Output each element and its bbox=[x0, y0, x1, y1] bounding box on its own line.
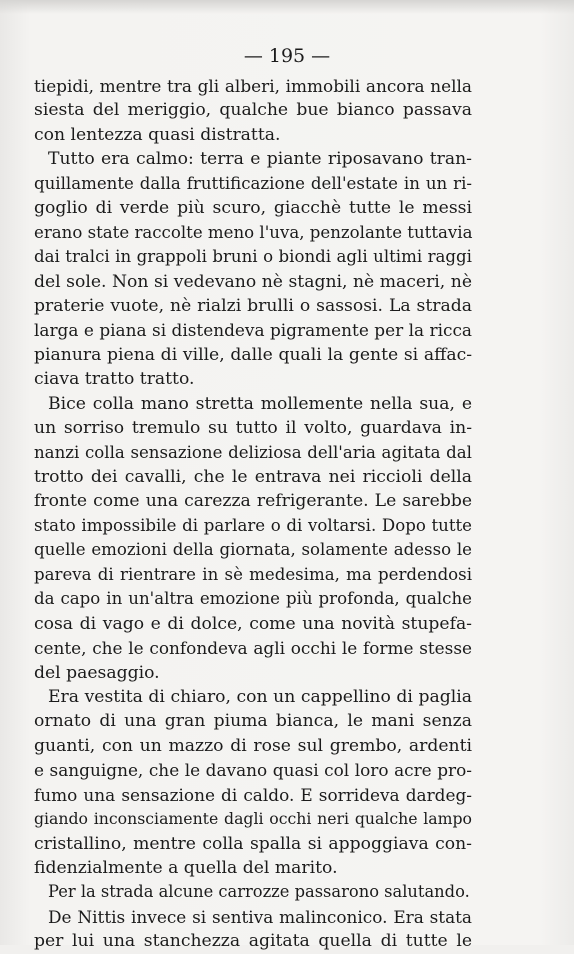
text-line: fidenzialmente a quella del marito. bbox=[34, 858, 338, 878]
text-line: ornato di una gran piuma bianca, le mani senza bbox=[34, 711, 472, 732]
text-line: nanzi colla sensazione deliziosa dell'aria agitata dal bbox=[34, 442, 472, 462]
text-line: dai tralci in grappoli bruni o biondi agli ultimi raggi bbox=[34, 247, 472, 267]
text-line: Bice colla mano stretta mollemente nella sua, e bbox=[48, 393, 472, 414]
text-line: Per la strada alcune carrozze passarono salutando. bbox=[48, 882, 470, 902]
text-line: da capo in un'altra emozione più profonda, qualche bbox=[34, 589, 472, 609]
text-line: Era vestita di chiaro, con un cappellino di paglia bbox=[48, 686, 472, 707]
text-line: e sanguigne, che le davano quasi col loro acre pro- bbox=[34, 760, 472, 781]
text-line: trotto dei cavalli, che le entrava nei riccioli della bbox=[34, 467, 472, 487]
text-line: Tutto era calmo: terra e piante riposavano tran- bbox=[48, 149, 472, 170]
text-line: giando inconsciamente dagli occhi neri qualche lampo bbox=[34, 809, 472, 829]
text-line: De Nittis invece si sentiva malinconico. Era stata bbox=[48, 906, 472, 927]
text-line: del paesaggio. bbox=[34, 662, 160, 683]
text-line: con lentezza quasi distratta. bbox=[34, 124, 281, 145]
text-line: tiepidi, mentre tra gli alberi, immobili ancora nella bbox=[34, 76, 472, 96]
text-line: pareva di rientrare in sè medesima, ma perdendosi bbox=[34, 564, 472, 584]
text-line: goglio di verde più scuro, giacchè tutte le messi bbox=[34, 198, 472, 219]
text-line: un sorriso tremulo su tutto il volto, guardava in- bbox=[34, 418, 472, 439]
body-text bbox=[34, 74, 472, 954]
page-number: — 195 — bbox=[243, 45, 331, 67]
text-line: cosa di vago e di dolce, come una novità stupefa- bbox=[34, 613, 472, 634]
text-line: del sole. Non si vedevano nè stagni, nè maceri, nè bbox=[34, 271, 472, 292]
text-line: praterie vuote, nè rialzi brulli o sassosi. La strada bbox=[34, 295, 472, 316]
text-line: stato impossibile di parlare o di voltarsi. Dopo tutte bbox=[34, 515, 472, 535]
page-top-shadow bbox=[0, 0, 574, 14]
text-line: cente, che le confondeva agli occhi le forme stesse bbox=[34, 638, 472, 659]
text-line: pianura piena di ville, dalle quali la gente si affac- bbox=[34, 344, 472, 365]
text-line: siesta del meriggio, qualche bue bianco passava bbox=[34, 100, 472, 121]
text-line: cristallino, mentre colla spalla si appoggiava con- bbox=[34, 833, 472, 854]
text-line: per lui una stanchezza agitata quella di tutte le bbox=[34, 931, 472, 952]
text-line: guanti, con un mazzo di rose sul grembo, ardenti bbox=[34, 735, 472, 756]
text-line: quillamente dalla fruttificazione dell'estate in un ri- bbox=[34, 173, 472, 193]
text-line: erano state raccolte meno l'uva, penzolante tuttavia bbox=[34, 222, 473, 242]
text-line: quelle emozioni della giornata, solamente adesso le bbox=[34, 540, 472, 560]
text-line: ciava tratto tratto. bbox=[34, 369, 195, 390]
text-line: fronte come una carezza refrigerante. Le sarebbe bbox=[34, 491, 472, 512]
text-line: fumo una sensazione di caldo. E sorrideva dardeg- bbox=[34, 784, 472, 805]
text-line: larga e piana si distendeva pigramente per la ricca bbox=[34, 320, 472, 341]
